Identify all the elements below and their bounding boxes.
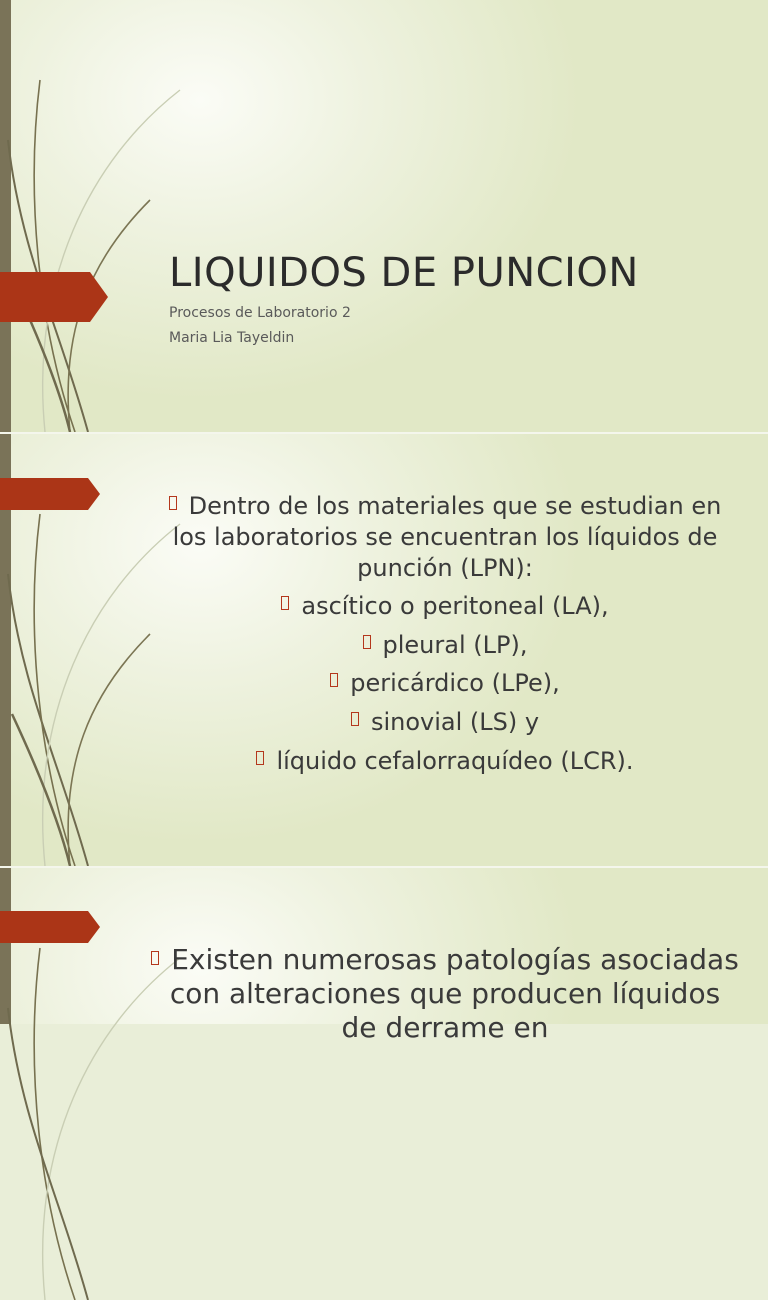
bullet-intro [150,943,740,1045]
bullet-item [150,707,740,738]
slide-content [0,434,768,866]
accent-arrow-tab [0,911,102,943]
bullet-marker-icon [363,635,371,649]
bullet-item [150,668,740,699]
slide-title [0,0,768,432]
bullet-marker-icon [256,751,264,765]
bullet-marker-icon [169,496,177,510]
content-body [150,943,740,1045]
bullet-marker-icon [281,596,289,610]
content-body [150,491,740,784]
bullet-text: Existen numerosas patologías asociadas con alteraciones que producen líquidos de derrame en [169,943,739,1044]
bullet-item [150,630,740,661]
decorative-stems [0,0,200,432]
bullet-marker-icon [330,673,338,687]
bullet-text: ascítico o peritoneal (LA), [301,592,609,620]
bullet-marker-icon [151,951,159,965]
bullet-text: Dentro de los materiales que se estudian en los laboratorios se encuentran los líquidos de punción (LPN): [172,492,722,582]
accent-arrow-tab [0,478,102,510]
bullet-text: sinovial (LS) y [370,708,540,737]
slide-content-partial [0,868,768,1044]
subtitle-author: Maria Lia Tayeldin [169,330,295,346]
bullet-text: líquido cefalorraquídeo (LCR). [276,746,634,775]
accent-arrow-tab [0,272,110,322]
bullet-text: pleural (LP), [382,630,528,659]
bullet-item [150,746,740,777]
subtitle-course: Procesos de Laboratorio 2 [169,305,351,321]
bullet-text: pericárdico (LPe), [350,669,560,698]
bullet-item [150,591,740,622]
bullet-intro [150,491,740,584]
slide-title-text: LIQUIDOS DE PUNCION [169,250,639,296]
bullet-marker-icon [351,712,359,726]
